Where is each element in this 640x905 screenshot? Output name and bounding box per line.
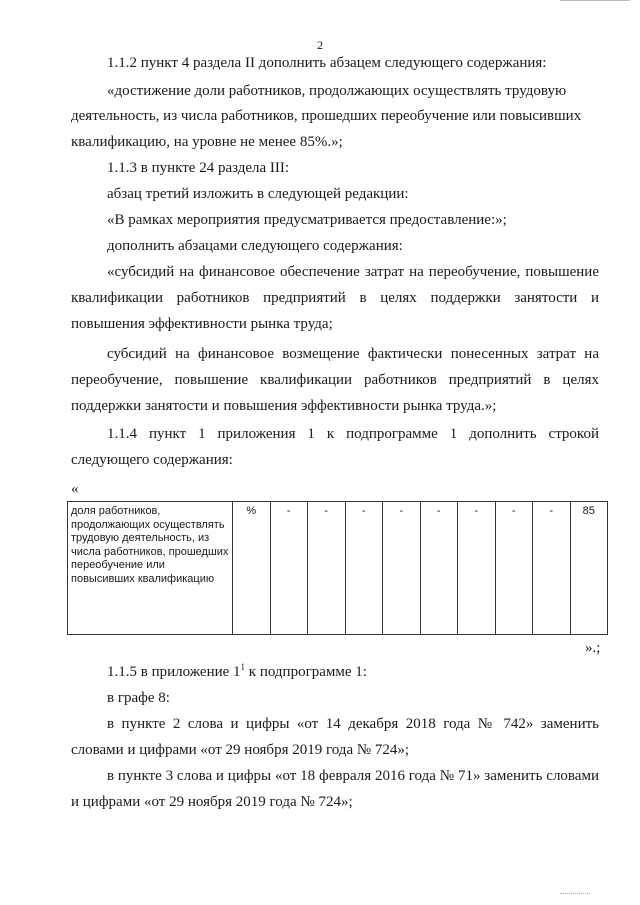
item-1-1-3-para3: дополнить абзацами следующего содержания:	[107, 238, 403, 254]
item-1-1-5-para1: в графе 8:	[107, 690, 170, 706]
indicator-table	[67, 501, 608, 635]
indicator-value: -	[533, 502, 571, 635]
item-1-1-2-line3: квалификацию, на уровне не менее 85%.»;	[71, 134, 343, 150]
close-quote: ».;	[585, 640, 601, 656]
item-1-1-5-heading-sup: 1	[240, 662, 246, 672]
item-1-1-3-para1: абзац третий изложить в следующей редакции:	[107, 186, 409, 202]
indicator-value: -	[458, 502, 496, 635]
open-quote: «	[71, 481, 79, 497]
indicator-value-target: 85	[570, 502, 608, 635]
indicator-value: -	[270, 502, 308, 635]
indicator-value: -	[345, 502, 383, 635]
scan-artifact	[560, 0, 630, 5]
item-1-1-3-para5: субсидий на финансовое возмещение фактически понесенных затрат на переобучение, повышение квалификации работников предприятий в целях поддержки занятости и повышения эффективности рынка труда.»;	[71, 346, 599, 414]
item-1-1-5-heading	[107, 662, 367, 680]
indicator-value: -	[495, 502, 533, 635]
item-1-1-5-para2: в пункте 2 слова и цифры «от 14 декабря 2018 года № 742» заменить словами и цифрами «от 29 ноября 2019 года № 724»;	[71, 716, 599, 758]
item-1-1-5-heading-pre: 1.1.5 в приложение 1	[107, 664, 241, 680]
indicator-value: -	[420, 502, 458, 635]
item-1-1-5-heading-post: к подпрограмме 1:	[245, 664, 367, 680]
indicator-value: -	[308, 502, 346, 635]
item-1-1-3-para4: «субсидий на финансовое обеспечение затрат на переобучение, повышение квалификации работников предприятий в целях поддержки занятости и повышения эффективности рынка труда;	[71, 264, 599, 332]
item-1-1-2-line1: «достижение доли работников, продолжающих осуществлять трудовую	[107, 83, 567, 99]
item-1-1-3-heading: 1.1.3 в пункте 24 раздела III:	[107, 160, 290, 176]
item-1-1-2-line2: деятельность, из числа работников, прошедших переобучение или повысивших	[71, 108, 582, 124]
scan-artifact	[560, 893, 590, 898]
item-1-1-4-text: 1.1.4 пункт 1 приложения 1 к подпрограмме 1 дополнить строкой следующего содержания:	[71, 426, 599, 468]
item-1-1-3-para2: «В рамках мероприятия предусматривается предоставление:»;	[107, 212, 507, 228]
indicator-description: доля работников, продолжающих осуществлять трудовую деятельность, из числа работников, прошедших переобучение или повысивших квалификацию	[68, 502, 233, 635]
item-1-1-5-para3: в пункте 3 слова и цифры «от 18 февраля 2016 года № 71» заменить словами и цифрами «от 29 ноября 2019 года № 724»;	[71, 768, 599, 810]
indicator-value: -	[383, 502, 421, 635]
page-number: 2	[317, 38, 323, 52]
item-1-1-2-heading: 1.1.2 пункт 4 раздела II дополнить абзацем следующего содержания:	[107, 55, 547, 71]
table-row	[68, 502, 608, 635]
indicator-unit: %	[233, 502, 271, 635]
